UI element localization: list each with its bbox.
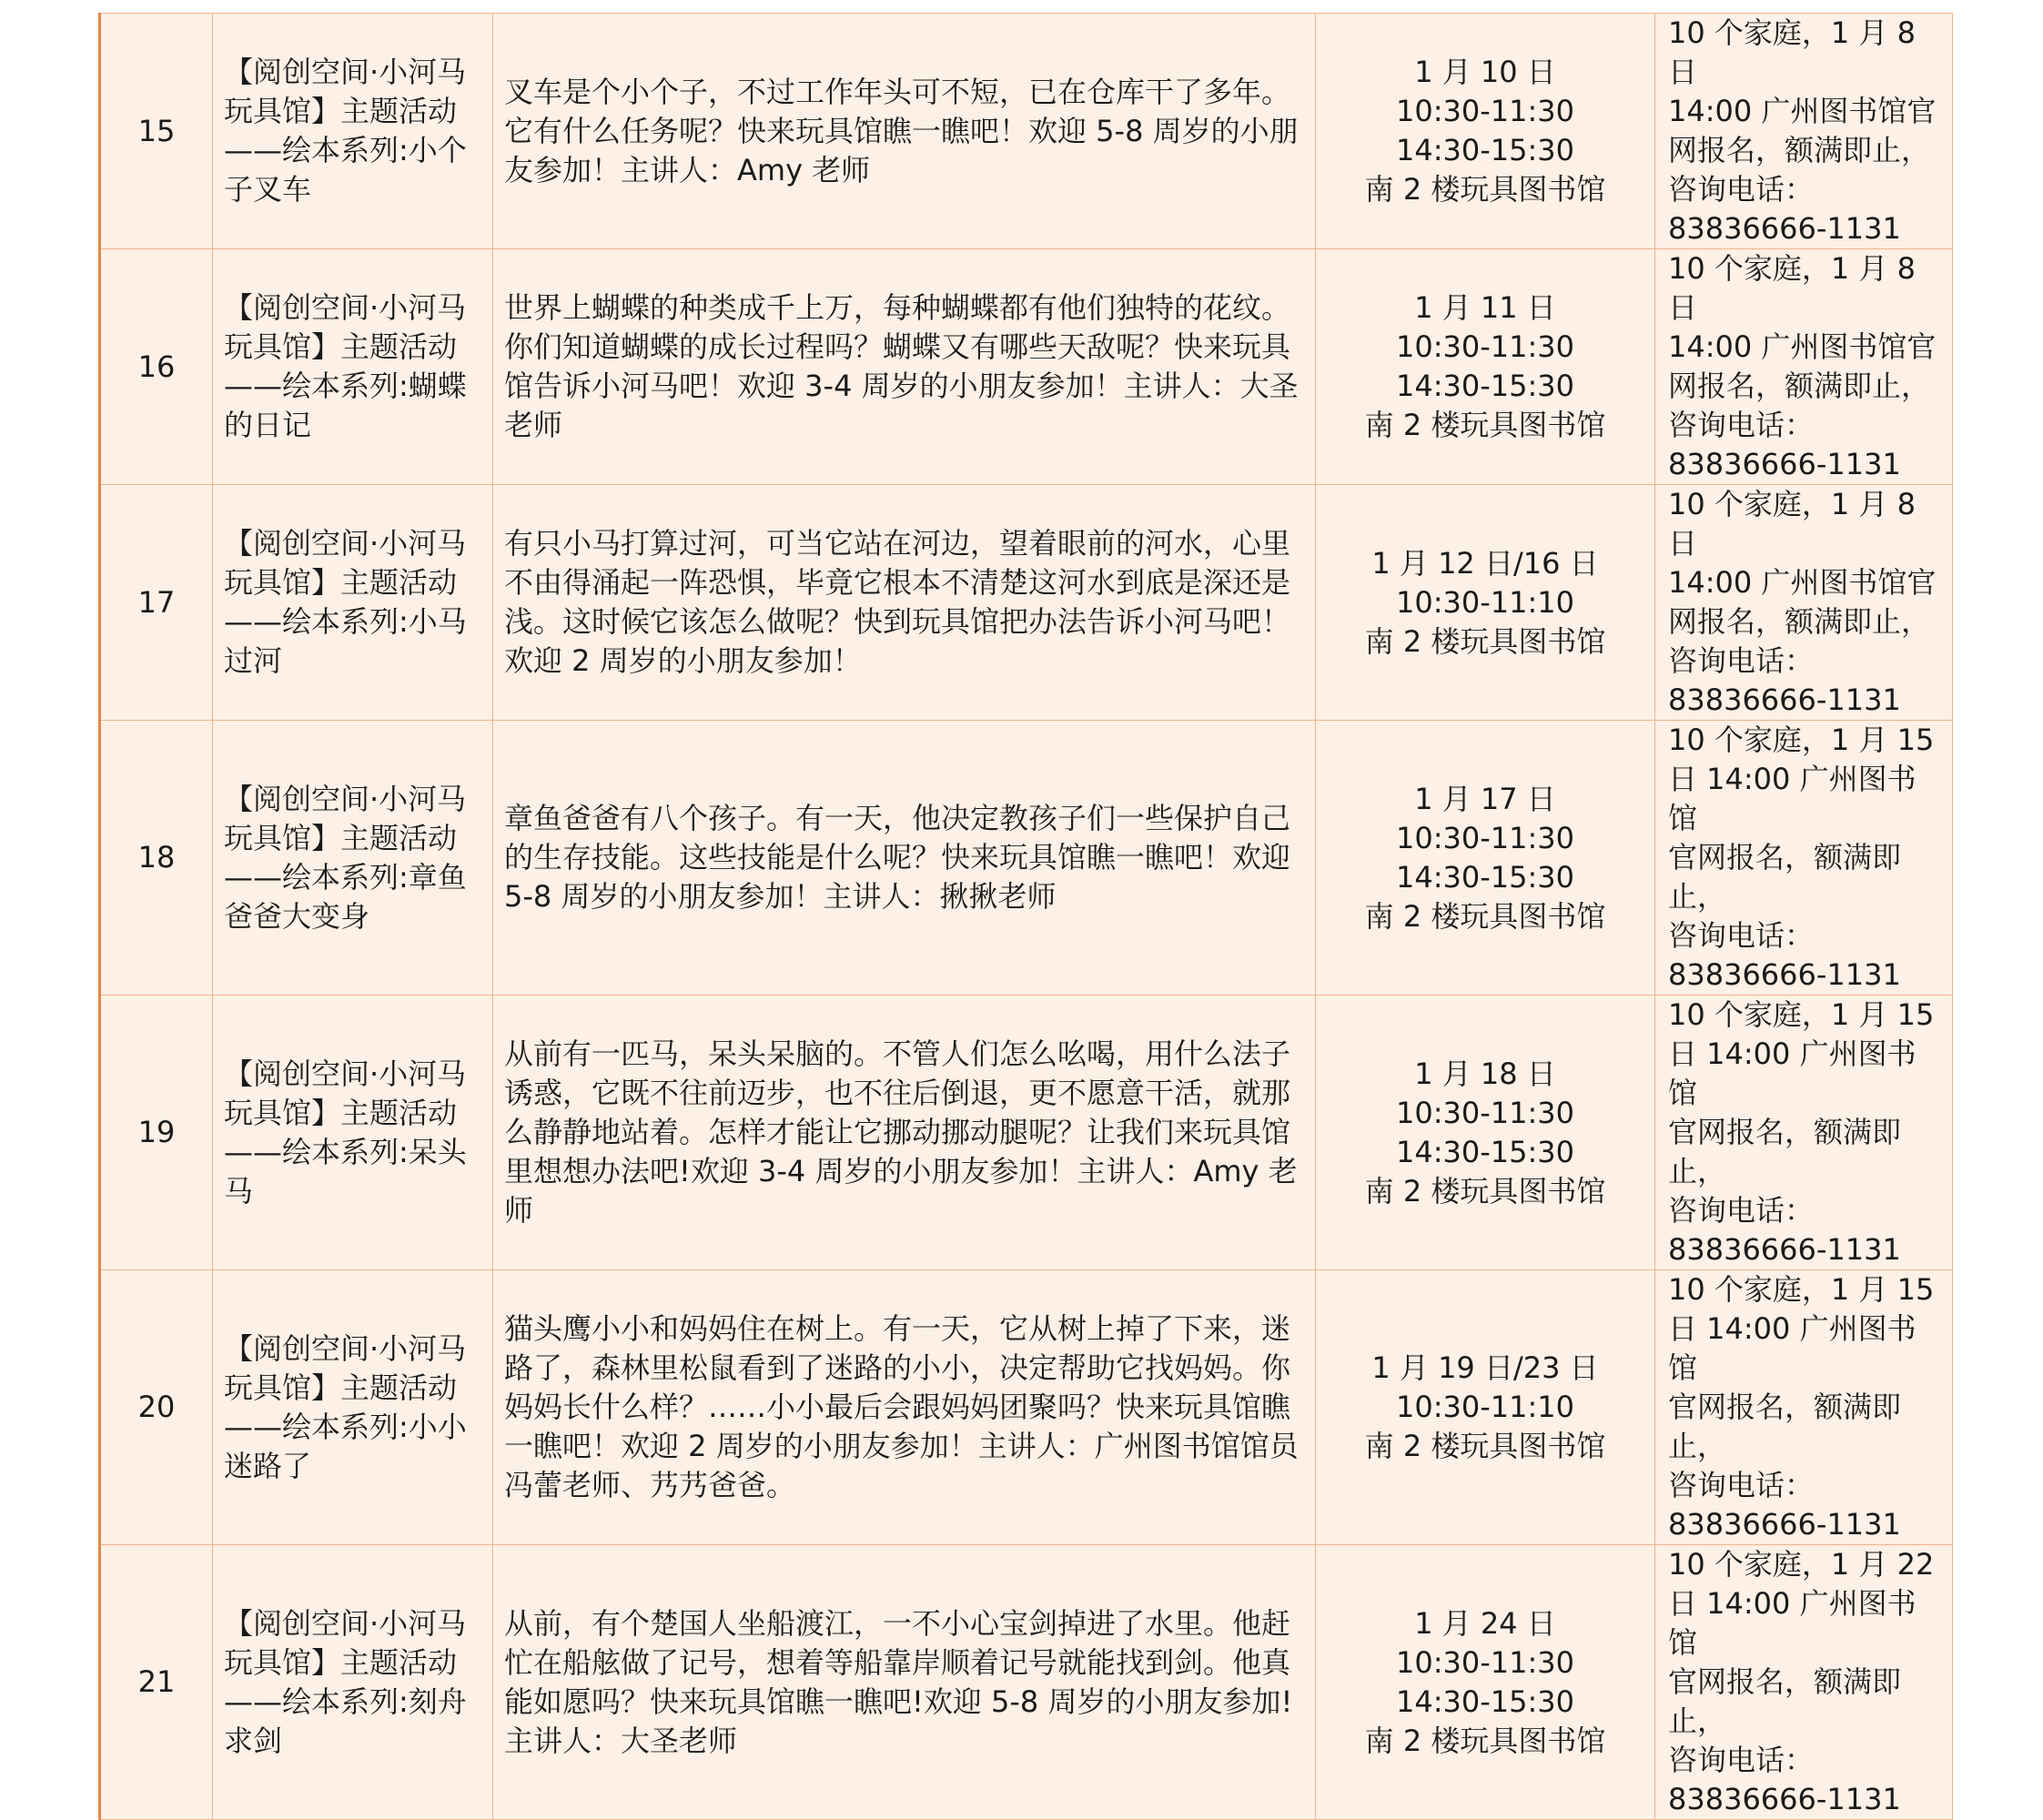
activity-time-location bbox=[1316, 485, 1655, 721]
row-number: 21 bbox=[100, 1545, 213, 1820]
activity-description: 有只小马打算过河，可当它站在河边，望着眼前的河水，心里不由得涌起一阵恐惧，毕竟它根本不清楚这河水到底是深还是浅。这时候它该怎么做呢？快到玩具馆把办法告诉小河马吧！欢迎 2 周岁的小朋友参加！ bbox=[493, 485, 1316, 721]
activity-title: 【阅创空间·小河马玩具馆】主题活动——绘本系列:小个子叉车 bbox=[213, 14, 493, 249]
signup-info-line: 日 14:00 广州图书馆 bbox=[1668, 1036, 1917, 1110]
signup-info-line: 83836666-1131 bbox=[1668, 211, 1901, 246]
activity-description: 叉车是个小个子，不过工作年头可不短，已在仓库干了多年。它有什么任务呢？快来玩具馆瞧一瞧吧！欢迎 5-8 周岁的小朋友参加！主讲人：Amy 老师 bbox=[493, 14, 1316, 249]
signup-info-line: 83836666-1131 bbox=[1668, 1232, 1901, 1267]
signup-info-line: 10 个家庭，1 月 15 bbox=[1668, 1272, 1935, 1307]
time-location-line: 1 月 10 日 bbox=[1414, 55, 1556, 89]
signup-info-line: 10 个家庭，1 月 8 日 bbox=[1668, 251, 1916, 325]
signup-info-line: 官网报名，额满即止， bbox=[1668, 1390, 1902, 1463]
row-number: 18 bbox=[100, 721, 213, 996]
signup-info-line: 咨询电话： bbox=[1668, 918, 1815, 953]
time-location-line: 1 月 18 日 bbox=[1414, 1056, 1556, 1091]
activity-title: 【阅创空间·小河马玩具馆】主题活动——绘本系列:小小迷路了 bbox=[213, 1270, 493, 1545]
time-location-line: 10:30-11:30 bbox=[1396, 1644, 1574, 1680]
signup-info-line: 咨询电话： bbox=[1668, 1468, 1815, 1502]
activity-time-location bbox=[1316, 249, 1655, 485]
signup-info-line: 10 个家庭，1 月 15 bbox=[1668, 997, 1935, 1032]
activity-time-location bbox=[1316, 996, 1655, 1270]
table-row bbox=[100, 996, 1953, 1270]
signup-info bbox=[1655, 1545, 1953, 1820]
table-row bbox=[100, 1545, 1953, 1820]
signup-info-line: 14:00 广州图书馆官 bbox=[1668, 329, 1937, 364]
activity-title: 【阅创空间·小河马玩具馆】主题活动——绘本系列:小马过河 bbox=[213, 485, 493, 721]
time-location-line: 10:30-11:10 bbox=[1396, 584, 1574, 620]
table-row bbox=[100, 1270, 1953, 1545]
activity-description: 猫头鹰小小和妈妈住在树上。有一天，它从树上掉了下来，迷路了，森林里松鼠看到了迷路的小小，决定帮助它找妈妈。你妈妈长什么样？……小小最后会跟妈妈团聚吗？快来玩具馆瞧一瞧吧！欢迎 2 周岁的小朋友参加！主讲人：广州图书馆馆员冯蕾老师、艿艿爸爸。 bbox=[493, 1270, 1316, 1545]
signup-info-line: 14:00 广州图书馆官 bbox=[1668, 565, 1937, 600]
signup-info-line: 83836666-1131 bbox=[1668, 682, 1901, 717]
time-location-line: 10:30-11:30 bbox=[1396, 94, 1574, 128]
time-location-line: 14:30-15:30 bbox=[1396, 1684, 1574, 1719]
time-location-line: 10:30-11:10 bbox=[1396, 1390, 1574, 1424]
time-location-line: 南 2 楼玩具图书馆 bbox=[1364, 1429, 1606, 1463]
signup-info bbox=[1655, 485, 1953, 721]
time-location-line: 南 2 楼玩具图书馆 bbox=[1364, 623, 1606, 659]
activity-description: 从前有一匹马，呆头呆脑的。不管人们怎么吆喝，用什么法子诱惑，它既不往前迈步，也不往后倒退，更不愿意干活，就那么静静地站着。怎样才能让它挪动挪动腿呢？让我们来玩具馆里想想办法吧!欢迎 3-4 周岁的小朋友参加！主讲人：Amy 老师 bbox=[493, 996, 1316, 1270]
signup-info bbox=[1655, 1270, 1953, 1545]
activity-description: 从前，有个楚国人坐船渡江，一不小心宝剑掉进了水里。他赶忙在船舷做了记号，想着等船靠岸顺着记号就能找到剑。他真能如愿吗？快来玩具馆瞧一瞧吧!欢迎 5-8 周岁的小朋友参加!主讲人：大圣老师 bbox=[493, 1545, 1316, 1820]
signup-info-line: 10 个家庭，1 月 8 日 bbox=[1668, 487, 1916, 561]
row-number: 20 bbox=[100, 1270, 213, 1545]
signup-info-line: 官网报名，额满即止， bbox=[1668, 1115, 1902, 1188]
signup-info-line: 咨询电话： bbox=[1668, 1743, 1815, 1777]
activity-title: 【阅创空间·小河马玩具馆】主题活动——绘本系列:呆头马 bbox=[213, 996, 493, 1270]
signup-info-line: 10 个家庭，1 月 8 日 bbox=[1668, 15, 1916, 89]
signup-info-line: 日 14:00 广州图书馆 bbox=[1668, 1311, 1917, 1385]
time-location-line: 南 2 楼玩具图书馆 bbox=[1364, 1173, 1606, 1208]
signup-info-line: 网报名，额满即止， bbox=[1668, 604, 1931, 639]
time-location-line: 1 月 19 日/23 日 bbox=[1371, 1350, 1599, 1385]
time-location-line: 1 月 17 日 bbox=[1414, 781, 1556, 816]
signup-info-line: 10 个家庭，1 月 15 bbox=[1668, 723, 1935, 757]
time-location-line: 14:30-15:30 bbox=[1396, 133, 1574, 167]
row-number: 15 bbox=[100, 14, 213, 249]
signup-info-line: 官网报名，额满即止， bbox=[1668, 1664, 1902, 1738]
signup-info-line: 网报名，额满即止， bbox=[1668, 369, 1931, 403]
activity-description: 世界上蝴蝶的种类成千上万，每种蝴蝶都有他们独特的花纹。你们知道蝴蝶的成长过程吗？蝴蝶又有哪些天敌呢？快来玩具馆告诉小河马吧！欢迎 3-4 周岁的小朋友参加！主讲人：大圣老师 bbox=[493, 249, 1316, 485]
time-location-line: 10:30-11:30 bbox=[1396, 820, 1574, 855]
table-row bbox=[100, 485, 1953, 721]
signup-info-line: 83836666-1131 bbox=[1668, 957, 1901, 992]
activity-time-location bbox=[1316, 721, 1655, 996]
time-location-line: 南 2 楼玩具图书馆 bbox=[1364, 172, 1606, 207]
signup-info-line: 咨询电话： bbox=[1668, 643, 1815, 678]
activity-description: 章鱼爸爸有八个孩子。有一天，他决定教孩子们一些保护自己的生存技能。这些技能是什么呢？快来玩具馆瞧一瞧吧！欢迎 5-8 周岁的小朋友参加！主讲人：揪揪老师 bbox=[493, 721, 1316, 996]
signup-info-line: 官网报名，额满即止， bbox=[1668, 840, 1902, 914]
signup-info bbox=[1655, 996, 1953, 1270]
time-location-line: 14:30-15:30 bbox=[1396, 1134, 1574, 1169]
signup-info bbox=[1655, 249, 1953, 485]
activity-title: 【阅创空间·小河马玩具馆】主题活动——绘本系列:刻舟求剑 bbox=[213, 1545, 493, 1820]
time-location-line: 1 月 24 日 bbox=[1414, 1605, 1556, 1641]
row-number: 16 bbox=[100, 249, 213, 485]
signup-info-line: 83836666-1131 bbox=[1668, 1507, 1901, 1542]
time-location-line: 南 2 楼玩具图书馆 bbox=[1364, 898, 1606, 934]
signup-info-line: 83836666-1131 bbox=[1668, 1782, 1901, 1816]
signup-info-line: 14:00 广州图书馆官 bbox=[1668, 94, 1937, 128]
activity-time-location bbox=[1316, 1545, 1655, 1820]
activity-time-location bbox=[1316, 14, 1655, 249]
activity-table-container bbox=[98, 13, 1951, 1820]
activity-title: 【阅创空间·小河马玩具馆】主题活动——绘本系列:蝴蝶的日记 bbox=[213, 249, 493, 485]
row-number: 17 bbox=[100, 485, 213, 721]
time-location-line: 1 月 12 日/16 日 bbox=[1371, 545, 1599, 581]
activity-table-body bbox=[100, 14, 1953, 1820]
signup-info-line: 日 14:00 广州图书馆 bbox=[1668, 762, 1917, 835]
activity-time-location bbox=[1316, 1270, 1655, 1545]
table-row bbox=[100, 249, 1953, 485]
signup-info bbox=[1655, 14, 1953, 249]
signup-info-line: 咨询电话： bbox=[1668, 1193, 1815, 1228]
time-location-line: 南 2 楼玩具图书馆 bbox=[1364, 408, 1606, 442]
signup-info-line: 咨询电话： bbox=[1668, 172, 1815, 207]
signup-info-line: 日 14:00 广州图书馆 bbox=[1668, 1586, 1917, 1660]
signup-info-line: 10 个家庭，1 月 22 bbox=[1668, 1547, 1935, 1582]
signup-info-line: 网报名，额满即止， bbox=[1668, 133, 1931, 167]
time-location-line: 10:30-11:30 bbox=[1396, 1095, 1574, 1130]
signup-info bbox=[1655, 721, 1953, 996]
activity-table bbox=[98, 13, 1953, 1820]
signup-info-line: 咨询电话： bbox=[1668, 408, 1815, 442]
time-location-line: 1 月 11 日 bbox=[1414, 290, 1556, 325]
time-location-line: 14:30-15:30 bbox=[1396, 859, 1574, 895]
signup-info-line: 83836666-1131 bbox=[1668, 447, 1901, 481]
time-location-line: 南 2 楼玩具图书馆 bbox=[1364, 1723, 1606, 1758]
activity-title: 【阅创空间·小河马玩具馆】主题活动——绘本系列:章鱼爸爸大变身 bbox=[213, 721, 493, 996]
time-location-line: 14:30-15:30 bbox=[1396, 369, 1574, 403]
row-number: 19 bbox=[100, 996, 213, 1270]
table-row bbox=[100, 14, 1953, 249]
time-location-line: 10:30-11:30 bbox=[1396, 329, 1574, 364]
table-row bbox=[100, 721, 1953, 996]
